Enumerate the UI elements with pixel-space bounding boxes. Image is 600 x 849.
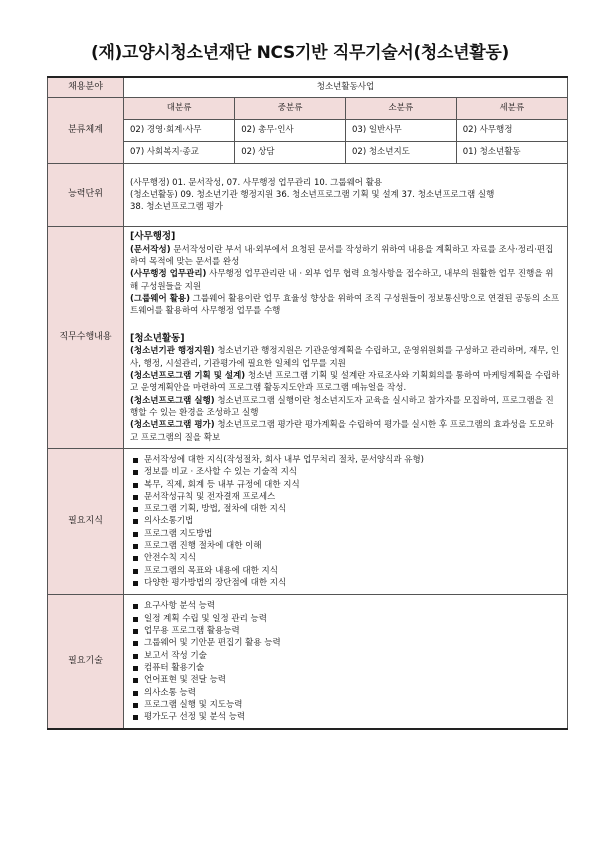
list-item: 요구사항 분석 능력 — [130, 600, 561, 612]
class-cell: 03) 일반사무 — [346, 120, 457, 142]
class-cell: 07) 사회복지·종교 — [124, 142, 235, 164]
list-item: 프로그램 진행 절차에 대한 이해 — [130, 540, 561, 552]
duty-key: (청소년기관 행정지원) — [130, 346, 215, 357]
list-item: 문서작성에 대한 지식(작성절차, 회사 내부 업무처리 절차, 문서양식과 유형) — [130, 454, 561, 466]
list-item: 언어표현 및 전달 능력 — [130, 674, 561, 686]
list-item: 프로그램의 목표와 내용에 대한 지식 — [130, 565, 561, 577]
duty-item — [130, 395, 561, 420]
duty-item — [130, 268, 561, 293]
list-item: 다양한 평가방법의 장단점에 대한 지식 — [130, 577, 561, 589]
list-item: 일정 계획 수립 및 일정 관리 능력 — [130, 613, 561, 625]
class-cell: 02) 상담 — [235, 142, 346, 164]
duty-item — [130, 370, 561, 395]
knowledge-list — [124, 449, 567, 594]
field-label: 채용분야 — [48, 77, 124, 98]
skills-list — [124, 595, 567, 728]
list-item: 컴퓨터 활용기술 — [130, 662, 561, 674]
duty-text: 문서작성이란 부서 내·외부에서 요청된 문서를 작성하기 위하여 내용을 계획하고 자료를 조사·정리·편집하여 목적에 맞는 문서를 완성 — [130, 244, 554, 268]
duty-key: (문서작성) — [130, 244, 171, 255]
list-item: 프로그램 실행 및 지도능력 — [130, 699, 561, 711]
classification-grid — [124, 98, 567, 163]
duty-key: (청소년프로그램 평가) — [130, 420, 215, 431]
list-item: 정보를 비교 · 조사할 수 있는 기술적 지식 — [130, 466, 561, 478]
page-title: (재)고양시청소년재단 NCS기반 직무기술서(청소년활동) — [90, 43, 510, 63]
duty-key: (청소년프로그램 기획 및 설계) — [130, 371, 246, 382]
duty-item — [130, 419, 561, 444]
list-item: 보고서 작성 기술 — [130, 650, 561, 662]
duty-text: 그룹웨어 활용이란 업무 효율성 향상을 위하여 조직 구성원들이 정보통신망으로 연결된 공동의 소프트웨어를 활용하여 사무행정 업무를 수행 — [130, 294, 560, 317]
skills-cell — [124, 595, 568, 730]
competency-line: (사무행정) 01. 문서작성, 07. 사무행정 업무관리 10. 그룹웨어 활용 — [130, 177, 383, 188]
duty-item — [130, 293, 561, 318]
admin-heading: [사무행정] — [130, 231, 176, 242]
list-item: 의사소통기법 — [130, 515, 561, 527]
list-item: 프로그램 기획, 방법, 절차에 대한 지식 — [130, 503, 561, 515]
class-cell: 02) 총무·인사 — [235, 120, 346, 142]
duty-text: 청소년프로그램 평가란 평가계획을 수립하여 평가를 실시한 후 프로그램의 효과성을 도모하고 프로그램의 질을 확보 — [130, 420, 554, 443]
knowledge-row — [48, 448, 568, 594]
header-detail: 세분류 — [456, 98, 567, 120]
youth-heading: [청소년활동] — [130, 332, 185, 344]
competency-line: (청소년활동) 09. 청소년기관 행정지원 36. 청소년프로그램 기획 및 설계 37. 청소년프로그램 실행 — [130, 189, 495, 200]
field-row — [48, 77, 568, 98]
skills-label: 필요기술 — [48, 595, 124, 730]
classification-cell — [124, 98, 568, 164]
duty-key: (사무행정 업무관리) — [130, 269, 207, 280]
list-item: 복무, 직제, 회계 등 내부 규정에 대한 지식 — [130, 479, 561, 491]
class-cell: 01) 청소년활동 — [456, 142, 567, 164]
header-major: 대분류 — [124, 98, 235, 120]
class-cell: 02) 청소년지도 — [346, 142, 457, 164]
duty-key: (그룹웨어 활용) — [130, 294, 190, 305]
list-item: 그룹웨어 및 기안문 편집기 활용 능력 — [130, 637, 561, 649]
knowledge-label: 필요지식 — [48, 448, 124, 594]
duties-cell — [124, 227, 568, 449]
duty-text: 청소년프로그램 실행이란 청소년지도자 교육을 실시하고 참가자를 모집하여, 프로그램을 진행할 수 있는 환경을 조성하고 실행 — [130, 395, 554, 418]
skills-row — [48, 595, 568, 730]
knowledge-cell — [124, 448, 568, 594]
competency-line: 38. 청소년프로그램 평가 — [130, 202, 223, 213]
duties-row — [48, 227, 568, 449]
list-item: 문서작성규칙 및 전자결재 프로세스 — [130, 491, 561, 503]
list-item: 프로그램 지도방법 — [130, 528, 561, 540]
list-item: 업무용 프로그램 활용능력 — [130, 625, 561, 637]
duty-text: 사무행정 업무관리란 내 · 외부 업무 협력 요청사항을 접수하고, 내부의 원활한 업무 진행을 위해 구성원들을 지원 — [130, 269, 554, 292]
competency-label: 능력단위 — [48, 164, 124, 227]
duty-item — [130, 244, 561, 269]
list-item: 안전수칙 지식 — [130, 552, 561, 564]
competency-row — [48, 164, 568, 227]
field-value: 청소년활동사업 — [124, 77, 568, 98]
classification-label: 분류체계 — [48, 98, 124, 164]
competency-cell — [124, 164, 568, 227]
classification-row — [48, 98, 568, 164]
header-minor: 소분류 — [346, 98, 457, 120]
list-item: 평가도구 선정 및 분석 능력 — [130, 711, 561, 723]
duty-text: 청소년 프로그램 기획 및 설계란 자료조사와 기획회의를 통하여 마케팅계획을 수립하고 운영계획안을 마련하여 프로그램 활동지도안과 프로그램 매뉴얼을 작성. — [130, 371, 560, 394]
list-item: 의사소통 능력 — [130, 687, 561, 699]
header-middle: 중분류 — [235, 98, 346, 120]
duty-key: (청소년프로그램 실행) — [130, 395, 215, 406]
duty-text: 청소년기관 행정지원은 기관운영계획을 수립하고, 운영위원회를 구성하고 관리하며, 재무, 인사, 행정, 시설관리, 기관평가에 필요한 일체의 업무를 지원 — [130, 346, 560, 369]
class-cell: 02) 경영·회계·사무 — [124, 120, 235, 142]
duties-label: 직무수행내용 — [48, 227, 124, 449]
job-description-table — [47, 76, 568, 730]
duty-item — [130, 345, 561, 370]
class-cell: 02) 사무행정 — [456, 120, 567, 142]
